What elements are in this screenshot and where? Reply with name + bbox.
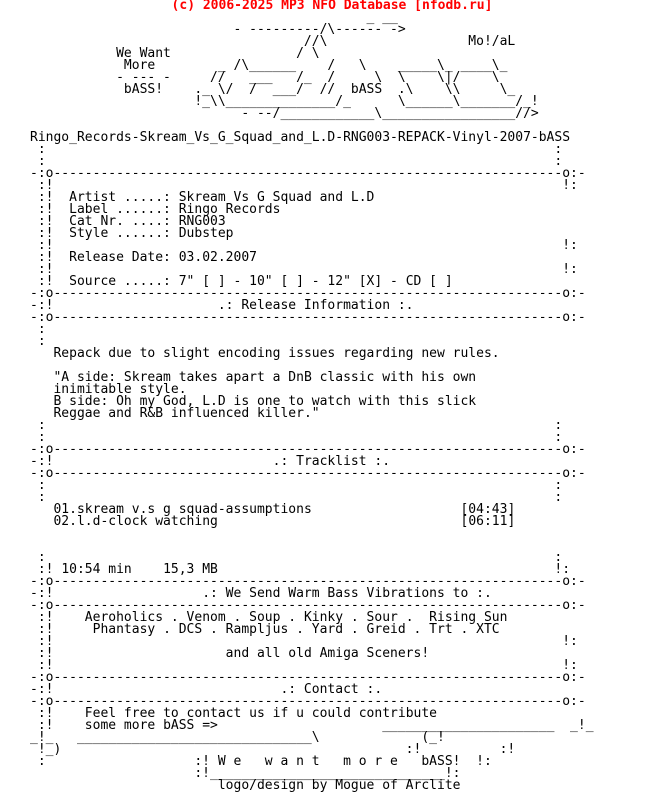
label-label: Label ......:	[69, 202, 171, 217]
release-text: inimitable style.	[53, 382, 187, 397]
date-label: Release Date:	[69, 250, 171, 265]
release-name: Ringo_Records-Skream_Vs_G_Squad_and_L.D-RNG003-REPACK-Vinyl-2007-bASS	[30, 130, 571, 145]
greets-line: and all old Amiga Sceners!	[225, 646, 430, 661]
label-value: Ringo Records	[178, 202, 281, 217]
logo-line: More _ /\______ / \ _____\_ ____\_	[30, 58, 508, 73]
logo-line: //\ Mo!/aL	[30, 34, 516, 49]
nfo-body: Ringo_Records-Skream_Vs_G_Squad_and_L.D-RNG003-REPACK-Vinyl-2007-bASS : : : : -:o-----------------------------------------------------------------o:- :! !: :! Artist .....: Skream Vs G Squad and L.D :! Label ......: Ringo Records :! Cat Nr. ....: RNG003 :! Style ......: Dubstep :! !: :! Release Date: 03.02.2007 :! !: :! Source .....: 7" [ ] - 10" [ ] - 12" [X] - CD [ ] -:o-----------------------------------------------------------------o:- -:! .: Release Information :. -:o-----------------------------------------------------------------o:- : : Repack due to slight encoding issues regarding new rules. "A side: Skream takes apart a DnB classic with his own inimitable style. B side: Oh my God, L.D is one to watch with this slick Reggae and R&B influenced killer." : : : : -:o-----------------------------------------------------------------o:- -:! .: Tracklist :. -:o-----------------------------------------------------------------o:- : : : : 01.skream v.s g squad-assumptions [04:43] 02.l.d-clock watching [06:11] : : :! 10:54 min 15,3 MB !: -:o-----------------------------------------------------------------o:- -:! .: We Send Warm Bass Vibrations to :. -:o-----------------------------------------------------------------o:- :! Aeroholics . Venom . Soup . Kinky . Sour . Rising Sun :! Phantasy . DCS . Rampljus . Yard . Greid . Trt . XTC :! !: :! and all old Amiga Sceners! :! !: -:o-----------------------------------------------------------------o:- -:! .: Contact :. -:o-----------------------------------------------------------------o:- :! Feel free to contact us if u could contribute :! some more bASS => ______________________ _!_ _!_ ______________________________\ (_! !_) :! :! : :! W e w a n t m o r e bASS! !: :!______________________________!: logo/design by Mogue of Arclite	[30, 130, 594, 793]
logo-line: We Want / \	[30, 46, 320, 61]
total-size: 15,3 MB	[163, 562, 218, 577]
greets-line: Aeroholics . Venom . Soup . Kinky . Sour . Rising Sun	[84, 610, 508, 625]
section-contact: .: Contact :.	[280, 682, 383, 697]
footer-slogan: W e w a n t m o r e bASS!	[217, 754, 461, 769]
greets-line: Phantasy . DCS . Rampljus . Yard . Greid . Trt . XTC	[92, 622, 500, 637]
style-value: Dubstep	[178, 226, 234, 241]
section-release-info: .: Release Information :.	[217, 298, 414, 313]
section-greets: .: We Send Warm Bass Vibrations to :.	[202, 586, 492, 601]
logo-line: - ---------/\------ ->	[30, 22, 406, 37]
logo-line: !_\\______________/_ \______\_______/_!	[30, 94, 539, 109]
logo-line: - --/____________\_________________//>	[30, 106, 539, 121]
track-time: [04:43]	[460, 502, 516, 517]
source-label: Source .....:	[69, 274, 171, 289]
release-text: Repack due to slight encoding issues regarding new rules.	[53, 346, 500, 361]
cat-value: RNG003	[178, 214, 226, 229]
style-label: Style ......:	[69, 226, 171, 241]
track-name: 02.l.d-clock watching	[53, 514, 218, 529]
artist-label: Artist .....:	[69, 190, 171, 205]
contact-text: Feel free to contact us if u could contribute	[84, 706, 437, 721]
total-duration: 10:54 min	[61, 562, 132, 577]
logo-line: bASS! ._ \/ / ___/ // bASS .\ \\ \_	[30, 82, 516, 97]
release-text: B side: Oh my God, L.D is one to watch with this slick	[53, 394, 477, 409]
logo-line: _ __	[30, 10, 398, 25]
section-tracklist: .: Tracklist :.	[272, 454, 391, 469]
logo-art	[30, 12, 539, 120]
track-time: [06:11]	[460, 514, 516, 529]
source-value: 7" [ ] - 10" [ ] - 12" [X] - CD [ ]	[178, 274, 453, 289]
footer-credit: logo/design by Mogue of Arclite	[217, 778, 461, 793]
contact-text: some more bASS =>	[84, 718, 218, 733]
date-value: 03.02.2007	[178, 250, 257, 265]
track-name: 01.skream v.s g squad-assumptions	[53, 502, 312, 517]
site-header: (c) 2006-2025 MP3 NFO Database [nfodb.ru]	[171, 0, 493, 13]
cat-label: Cat Nr. ....:	[69, 214, 171, 229]
release-text: "A side: Skream takes apart a DnB classic with his own	[53, 370, 477, 385]
artist-value: Skream Vs G Squad and L.D	[178, 190, 375, 205]
logo-line: - --- - // ___ /_ / \ \ \|/ \	[30, 70, 500, 85]
release-text: Reggae and R&B influenced killer."	[53, 406, 320, 421]
